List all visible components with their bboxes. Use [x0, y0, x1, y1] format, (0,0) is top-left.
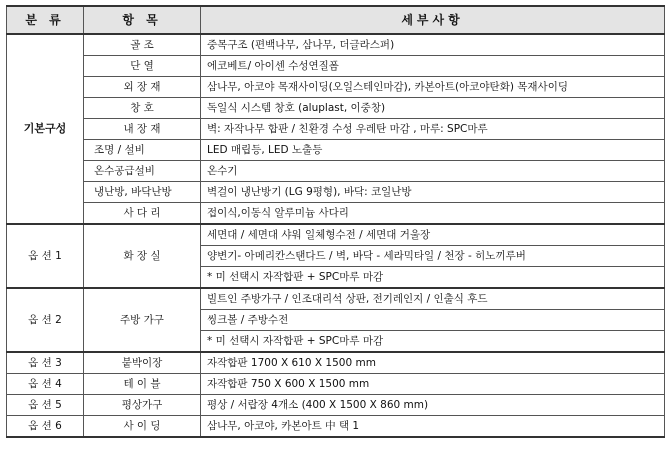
- table-row: [7, 182, 665, 203]
- item-bathroom: 화 장 실: [84, 224, 201, 288]
- detail-kitchen-2: 씽크볼 / 주방수전: [201, 310, 665, 331]
- detail-lighting: LED 매립등, LED 노출등: [201, 140, 665, 161]
- header-item: 항 목: [84, 6, 201, 34]
- detail-ladder: 접이식,이동식 알루미늄 사다리: [201, 203, 665, 225]
- table-row: [7, 352, 665, 374]
- item-platform-furniture: 평상가구: [84, 395, 201, 416]
- item-table: 테 이 블: [84, 374, 201, 395]
- table-row: [7, 288, 665, 310]
- item-hvac: 냉난방, 바닥난방: [84, 182, 201, 203]
- detail-bathroom-3: * 미 선택시 자작합판 + SPC마루 마감: [201, 267, 665, 289]
- spec-table: [6, 5, 665, 438]
- detail-interior: 벽: 자작나무 합판 / 친환경 수성 우레탄 마감 , 마루: SPC마루: [201, 119, 665, 140]
- detail-kitchen-3: * 미 선택시 자작합판 + SPC마루 마감: [201, 331, 665, 353]
- table-row: [7, 203, 665, 225]
- spec-table-container: [6, 5, 665, 438]
- detail-kitchen-1: 빌트인 주방가구 / 인조대리석 상판, 전기레인지 / 인출식 후드: [201, 288, 665, 310]
- category-option-4: 옵 션 4: [7, 374, 84, 395]
- item-frame: 골 조: [84, 34, 201, 56]
- detail-hot-water: 온수기: [201, 161, 665, 182]
- detail-window: 독일식 시스템 창호 (aluplast, 이중창): [201, 98, 665, 119]
- detail-bathroom-2: 양변기- 아메리칸스탠다드 / 벽, 바닥 - 세라믹타일 / 천장 - 히노끼루버: [201, 246, 665, 267]
- header-category: 분 류: [7, 6, 84, 34]
- table-row: [7, 224, 665, 246]
- category-option-6: 옵 션 6: [7, 416, 84, 438]
- detail-wardrobe: 자작합판 1700 X 610 X 1500 mm: [201, 352, 665, 374]
- header-row: [7, 6, 665, 34]
- detail-platform-furniture: 평상 / 서랍장 4개소 (400 X 1500 X 860 mm): [201, 395, 665, 416]
- item-kitchen: 주방 가구: [84, 288, 201, 352]
- table-row: [7, 140, 665, 161]
- table-row: [7, 98, 665, 119]
- table-row: [7, 416, 665, 438]
- category-option-2: 옵 션 2: [7, 288, 84, 352]
- item-interior: 내 장 재: [84, 119, 201, 140]
- table-row: [7, 161, 665, 182]
- detail-exterior: 삼나무, 아코야 목재사이딩(오일스테인마감), 카본아트(아코야탄화) 목재사이딩: [201, 77, 665, 98]
- detail-table: 자작합판 750 X 600 X 1500 mm: [201, 374, 665, 395]
- item-hot-water: 온수공급설비: [84, 161, 201, 182]
- item-insulation: 단 열: [84, 56, 201, 77]
- category-option-1: 옵 션 1: [7, 224, 84, 288]
- category-option-5: 옵 션 5: [7, 395, 84, 416]
- header-detail: 세부사항: [201, 6, 665, 34]
- item-exterior: 외 장 재: [84, 77, 201, 98]
- table-row: [7, 34, 665, 56]
- detail-siding: 삼나무, 아코야, 카본아트 中 택 1: [201, 416, 665, 438]
- detail-bathroom-1: 세면대 / 세면대 샤워 일체형수전 / 세면대 거울장: [201, 224, 665, 246]
- table-row: [7, 77, 665, 98]
- item-window: 창 호: [84, 98, 201, 119]
- table-row: [7, 374, 665, 395]
- table-row: [7, 395, 665, 416]
- detail-hvac: 벽걸이 냉난방기 (LG 9평형), 바닥: 코일난방: [201, 182, 665, 203]
- item-ladder: 사 다 리: [84, 203, 201, 225]
- detail-frame: 중목구조 (편백나무, 삼나무, 더글라스퍼): [201, 34, 665, 56]
- category-option-3: 옵 션 3: [7, 352, 84, 374]
- detail-insulation: 에코베트/ 아이센 수성연질폼: [201, 56, 665, 77]
- item-wardrobe: 붙박이장: [84, 352, 201, 374]
- item-lighting: 조명 / 설비: [84, 140, 201, 161]
- category-basic: 기본구성: [7, 34, 84, 224]
- table-row: [7, 119, 665, 140]
- table-row: [7, 56, 665, 77]
- item-siding: 사 이 딩: [84, 416, 201, 438]
